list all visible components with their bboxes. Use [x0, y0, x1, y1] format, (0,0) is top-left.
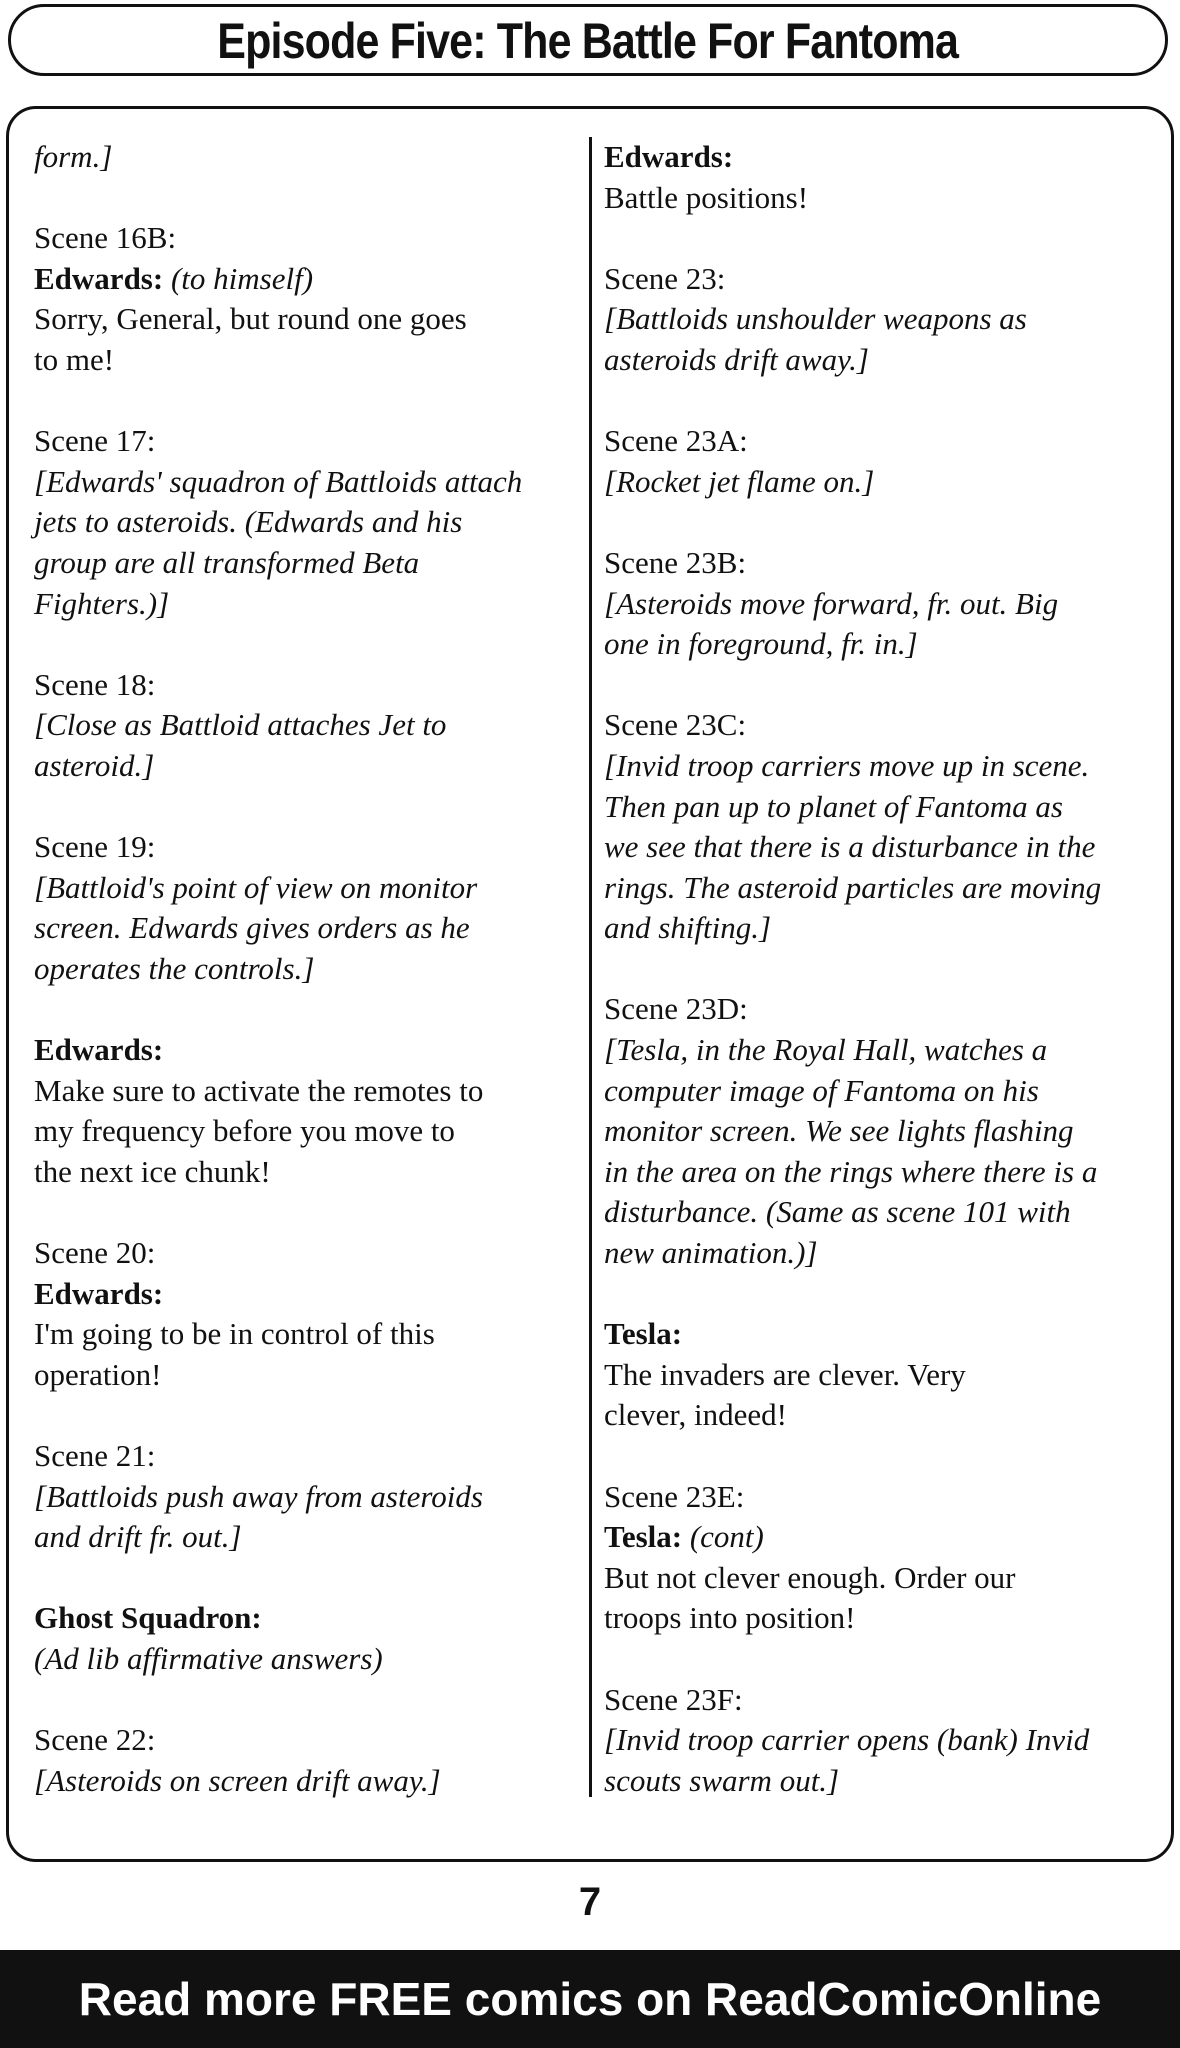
script-block — [34, 1030, 580, 1192]
direction-line: [Battloid's point of view on monitor — [34, 869, 478, 905]
scene-heading: Scene 23: — [604, 260, 726, 296]
scene-heading: Scene 20: — [34, 1235, 156, 1271]
direction-line: operates the controls.] — [34, 950, 315, 986]
scene-heading: Scene 23C: — [604, 707, 747, 743]
direction-line: Then pan up to planet of Fantoma as — [604, 788, 1063, 824]
script-block — [604, 543, 1160, 665]
script-block — [604, 989, 1160, 1273]
scene-heading: Scene 16B: — [34, 220, 177, 256]
direction-line: group are all transformed Beta — [34, 544, 420, 580]
dialogue-line: the next ice chunk! — [34, 1153, 271, 1189]
direction-line: form.] — [34, 139, 113, 174]
direction-line: and shifting.] — [604, 910, 772, 946]
direction-line: [Tesla, in the Royal Hall, watches a — [604, 1032, 1048, 1068]
script-block — [604, 421, 1160, 502]
dialogue-line: Make sure to activate the remotes to — [34, 1072, 484, 1108]
speaker-name: Tesla: — [604, 1316, 683, 1352]
direction-line: screen. Edwards gives orders as he — [34, 910, 470, 946]
dialogue-line: Battle positions! — [604, 179, 809, 215]
direction-line: disturbance. (Same as scene 101 with — [604, 1194, 1071, 1230]
script-block — [34, 1233, 580, 1395]
dialogue-line: But not clever enough. Order our — [604, 1559, 1016, 1595]
speaker-line — [34, 259, 580, 300]
script-block — [34, 665, 580, 787]
direction-line: [Battloids push away from asteroids — [34, 1478, 483, 1514]
script-block — [34, 1720, 580, 1801]
episode-title: Episode Five: The Battle For Fantoma — [217, 13, 959, 69]
dialogue-line: The invaders are clever. Very — [604, 1356, 966, 1392]
script-block — [34, 137, 580, 178]
direction-line: scouts swarm out.] — [604, 1762, 840, 1798]
direction-line: new animation.)] — [604, 1235, 818, 1271]
direction-line: [Edwards' squadron of Battloids attach — [34, 463, 523, 499]
column-divider — [589, 137, 592, 1797]
script-block — [604, 1680, 1160, 1802]
dialogue-line: my frequency before you move to — [34, 1113, 455, 1149]
episode-title-box — [8, 4, 1168, 76]
script-block — [604, 137, 1160, 218]
direction-line: Fighters.)] — [34, 585, 170, 621]
speaker-name: Edwards: — [604, 139, 734, 174]
direction-line: [Invid troop carrier opens (bank) Invid — [604, 1722, 1090, 1758]
direction-line: [Rocket jet flame on.] — [604, 463, 875, 499]
scene-heading: Scene 18: — [34, 666, 156, 702]
scene-heading: Scene 17: — [34, 423, 156, 459]
speaker-name: Tesla: — [604, 1519, 683, 1555]
script-block — [34, 827, 580, 989]
speaker-name: Edwards: — [34, 1275, 164, 1311]
script-block — [34, 421, 580, 624]
scene-heading: Scene 22: — [34, 1722, 156, 1758]
dialogue-line: clever, indeed! — [604, 1397, 787, 1433]
script-block — [604, 1477, 1160, 1639]
direction-line: [Asteroids on screen drift away.] — [34, 1762, 441, 1798]
parenthetical: (to himself) — [163, 260, 314, 296]
direction-line: [Invid troop carriers move up in scene. — [604, 747, 1090, 783]
direction-line: (Ad lib affirmative answers) — [34, 1640, 383, 1676]
scene-heading: Scene 23E: — [604, 1478, 745, 1514]
script-block — [604, 259, 1160, 381]
direction-line: asteroid.] — [34, 747, 155, 783]
direction-line: and drift fr. out.] — [34, 1519, 242, 1555]
promo-banner[interactable] — [0, 1950, 1180, 2048]
scene-heading: Scene 23F: — [604, 1681, 743, 1717]
script-block — [34, 1436, 580, 1558]
scene-heading: Scene 23B: — [604, 544, 747, 580]
scene-heading: Scene 23D: — [604, 991, 748, 1027]
speaker-name: Edwards: — [34, 1032, 164, 1068]
speaker-name: Edwards: — [34, 260, 164, 296]
script-block — [604, 705, 1160, 949]
dialogue-line: I'm going to be in control of this — [34, 1316, 435, 1352]
direction-line: computer image of Fantoma on his — [604, 1072, 1039, 1108]
promo-banner-text: Read more FREE comics on ReadComicOnline — [78, 1973, 1102, 2025]
direction-line: rings. The asteroid particles are moving — [604, 869, 1102, 905]
scene-heading: Scene 21: — [34, 1438, 156, 1473]
dialogue-line: Sorry, General, but round one goes — [34, 301, 467, 337]
speaker-name: Ghost Squadron: — [34, 1600, 262, 1636]
direction-line: jets to asteroids. (Edwards and his — [34, 504, 463, 540]
dialogue-line: troops into position! — [604, 1600, 856, 1636]
page-number: 7 — [578, 1880, 602, 1924]
dialogue-line: operation! — [34, 1356, 162, 1392]
script-block — [34, 1598, 580, 1679]
script-block — [34, 218, 580, 380]
direction-line: [Asteroids move forward, fr. out. Big — [604, 585, 1059, 621]
direction-line: monitor screen. We see lights flashing — [604, 1113, 1074, 1149]
right-column — [604, 137, 1160, 1842]
direction-line: we see that there is a disturbance in the — [604, 829, 1096, 865]
direction-line: asteroids drift away.] — [604, 341, 869, 377]
speaker-line — [604, 1517, 1160, 1558]
dialogue-line: to me! — [34, 341, 115, 377]
direction-line: one in foreground, fr. in.] — [604, 626, 918, 662]
parenthetical: (cont) — [682, 1519, 764, 1555]
direction-line: [Battloids unshoulder weapons as — [604, 301, 1027, 337]
left-column — [34, 137, 580, 1842]
scene-heading: Scene 19: — [34, 829, 156, 865]
scene-heading: Scene 23A: — [604, 423, 748, 459]
script-block — [604, 1314, 1160, 1436]
direction-line: in the area on the rings where there is a — [604, 1153, 1098, 1189]
direction-line: [Close as Battloid attaches Jet to — [34, 707, 447, 743]
